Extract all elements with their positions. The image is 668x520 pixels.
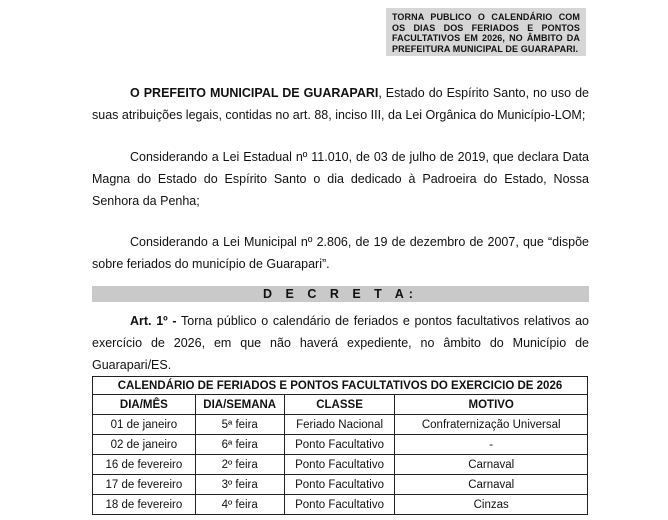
preamble-text: , Estado do Espírito Santo, no uso de suas atribuições legais, contidas no art. 88, inciso III, da Lei Orgânica do Município-LOM; <box>92 86 589 122</box>
table-row <box>93 475 588 495</box>
considerando-text-1: Considerando a Lei Estadual nº 11.010, de 03 de julho de 2019, que declara Data Magna do Estado do Espírito Santo o dia dedicado à Padroeira do Estado, Nossa Senhora da Penha; <box>92 150 589 208</box>
cell-reason: Cinzas <box>395 495 588 515</box>
table-row <box>93 495 588 515</box>
cell-reason: Confraternização Universal <box>395 415 588 435</box>
table-row <box>93 455 588 475</box>
cell-date: 02 de janeiro <box>93 435 196 455</box>
cell-weekday: 3º feira <box>195 475 284 495</box>
table-title: CALENDÁRIO DE FERIADOS E PONTOS FACULTATIVOS DO EXERCICIO DE 2026 <box>93 377 588 395</box>
cell-class: Ponto Facultativo <box>284 495 395 515</box>
preamble-paragraph <box>92 82 589 126</box>
cell-class: Ponto Facultativo <box>284 435 395 455</box>
preamble-title: O PREFEITO MUNICIPAL DE GUARAPARI <box>130 86 379 100</box>
table-row <box>93 435 588 455</box>
cell-class: Feriado Nacional <box>284 415 395 435</box>
header-classe: CLASSE <box>284 395 395 415</box>
cell-date: 01 de janeiro <box>93 415 196 435</box>
table-header-row <box>93 395 588 415</box>
cell-date: 17 de fevereiro <box>93 475 196 495</box>
cell-weekday: 5ª feira <box>195 415 284 435</box>
ementa-box: TORNA PUBLICO O CALENDÁRIO COM OS DIAS DOS FERIADOS E PONTOS FACULTATIVOS EM 2026, NO ÂMBITO DA PREFEITURA MUNICIPAL DE GUARAPARI. <box>386 8 586 56</box>
cell-reason: Carnaval <box>395 455 588 475</box>
holiday-calendar-table <box>92 376 588 515</box>
considerando-paragraph-1 <box>92 146 589 212</box>
decreta-heading: D E C R E T A: <box>92 286 589 302</box>
header-dia-semana: DIA/SEMANA <box>195 395 284 415</box>
header-motivo: MOTIVO <box>395 395 588 415</box>
cell-class: Ponto Facultativo <box>284 455 395 475</box>
article-text: Torna público o calendário de feriados e pontos facultativos relativos ao exercício de 2026, em que não haverá expediente, no âmbito do Município de Guarapari/ES. <box>92 314 589 372</box>
cell-weekday: 6ª feira <box>195 435 284 455</box>
cell-date: 16 de fevereiro <box>93 455 196 475</box>
cell-date: 18 de fevereiro <box>93 495 196 515</box>
considerando-text-2: Considerando a Lei Municipal nº 2.806, de 19 de dezembro de 2007, que “dispõe sobre feriados do município de Guarapari”. <box>92 235 589 271</box>
cell-weekday: 2º feira <box>195 455 284 475</box>
header-dia-mes: DIA/MÊS <box>93 395 196 415</box>
article-paragraph <box>92 310 589 376</box>
cell-reason: - <box>395 435 588 455</box>
article-label: Art. 1º - <box>130 314 177 328</box>
cell-reason: Carnaval <box>395 475 588 495</box>
cell-class: Ponto Facultativo <box>284 475 395 495</box>
considerando-paragraph-2 <box>92 231 589 275</box>
table-row <box>93 415 588 435</box>
cell-weekday: 4º feira <box>195 495 284 515</box>
